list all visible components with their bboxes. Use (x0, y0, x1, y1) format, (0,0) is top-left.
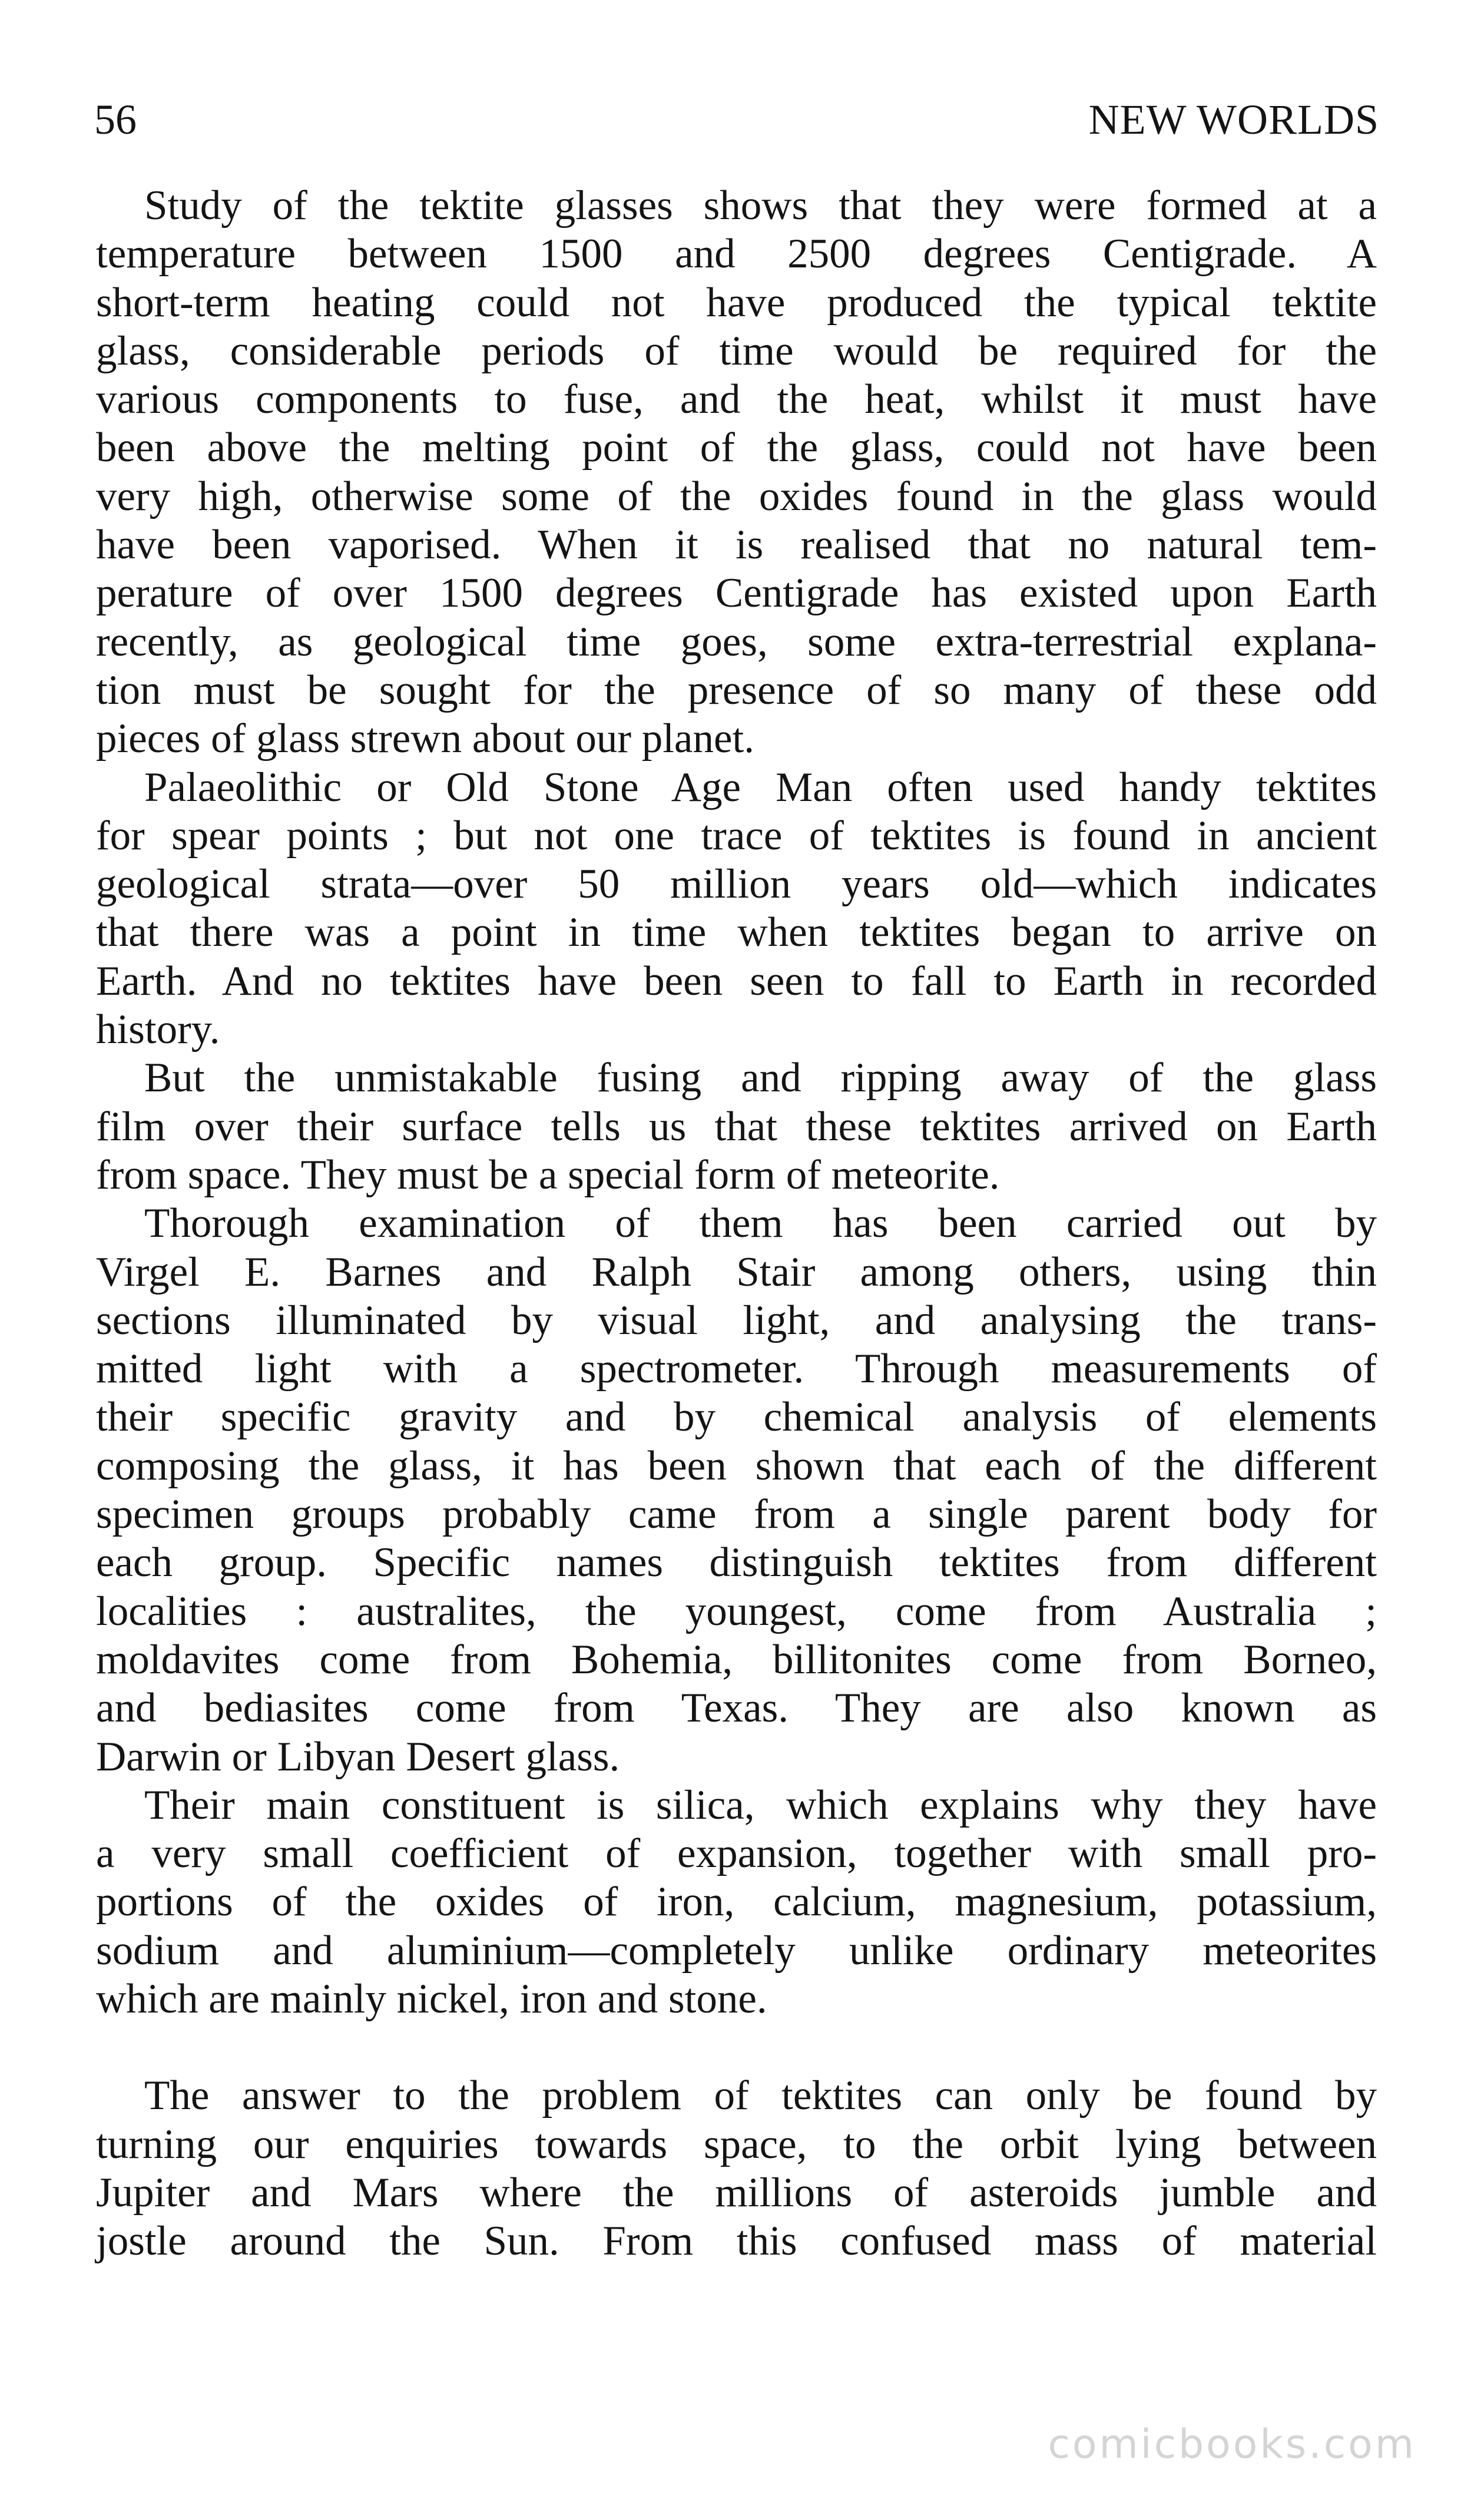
text-line: Thorough examination of them has been carried out by (144, 1200, 1377, 1247)
text-line: from space. They must be a special form of meteorite. (96, 1151, 1000, 1198)
text-line: have been vaporised. When it is realised that no natural tem- (96, 522, 1377, 568)
text-line: short-term heating could not have produced the typical tektite (96, 279, 1377, 326)
paragraph-stone-age (96, 763, 1377, 1054)
text-line: specimen groups probably came from a single parent body for (96, 1491, 1377, 1538)
text-line: very high, otherwise some of the oxides found in the glass would (96, 473, 1377, 519)
text-line: localities : australites, the youngest, come from Australia ; (96, 1588, 1377, 1634)
paragraph-answer (96, 2071, 1377, 2265)
text-line: for spear points ; but not one trace of tektites is found in ancient (96, 812, 1377, 859)
text-line: pieces of glass strewn about our planet. (96, 716, 754, 762)
text-line: tion must be sought for the presence of so many of these odd (96, 667, 1377, 713)
text-line: glass, considerable periods of time would be required for the (96, 327, 1377, 374)
text-line: various components to fuse, and the heat, whilst it must have (96, 376, 1377, 423)
text-line: portions of the oxides of iron, calcium, magnesium, potassium, (96, 1879, 1377, 1925)
text-line: been above the melting point of the glass, could not have been (96, 425, 1377, 471)
text-line: which are mainly nickel, iron and stone. (96, 1975, 767, 2022)
text-line: Palaeolithic or Old Stone Age Man often used handy tektites (144, 764, 1377, 810)
text-line: and bediasites come from Texas. They are also known as (96, 1685, 1377, 1732)
running-title: NEW WORLDS (1088, 96, 1379, 143)
text-line: sections illuminated by visual light, and analysing the trans- (96, 1297, 1377, 1343)
text-line: mitted light with a spectrometer. Through measurements of (96, 1346, 1377, 1392)
text-line: recently, as geological time goes, some extra-terrestrial explana- (96, 618, 1377, 665)
text-line: Their main constituent is silica, which explains why they have (144, 1782, 1377, 1828)
text-line: Jupiter and Mars where the millions of asteroids jumble and (96, 2169, 1377, 2216)
text-line: temperature between 1500 and 2500 degrees Centigrade. A (96, 231, 1377, 277)
paragraph-arrived-from-space (96, 1054, 1377, 1199)
text-line: Virgel E. Barnes and Ralph Stair among others, using thin (96, 1249, 1377, 1295)
text-line: Earth. And no tektites have been seen to fall to Earth in recorded (96, 958, 1377, 1004)
text-line: film over their surface tells us that these tektites arrived on Earth (96, 1103, 1377, 1150)
text-line: jostle around the Sun. From this confused mass of material (96, 2218, 1377, 2265)
text-line: moldavites come from Bohemia, billitonites come from Borneo, (96, 1636, 1377, 1683)
paragraph-examination (96, 1199, 1377, 1781)
text-line: sodium and aluminium—completely unlike ordinary meteorites (96, 1927, 1377, 1974)
text-line: their specific gravity and by chemical analysis of elements (96, 1394, 1377, 1441)
paragraph-tektite-formation (96, 181, 1377, 763)
section-break (96, 2023, 1377, 2071)
text-line: a very small coefficient of expansion, together with small pro- (96, 1831, 1377, 1877)
text-line: composing the glass, it has been shown that each of the different (96, 1442, 1377, 1489)
text-line: turning our enquiries towards space, to the orbit lying between (96, 2121, 1377, 2167)
body-text (96, 181, 1377, 2265)
watermark: comicbooks.com (1048, 2421, 1416, 2468)
text-line: Darwin or Libyan Desert glass. (96, 1733, 620, 1780)
text-line: that there was a point in time when tektites began to arrive on (96, 909, 1377, 956)
text-line: history. (96, 1007, 220, 1053)
text-line: geological strata—over 50 million years old—which indicates (96, 861, 1377, 908)
text-line: each group. Specific names distinguish tektites from different (96, 1540, 1377, 1586)
text-line: The answer to the problem of tektites can only be found by (144, 2073, 1377, 2119)
page-number: 56 (94, 96, 137, 143)
text-line: But the unmistakable fusing and ripping away of the glass (144, 1055, 1377, 1101)
paragraph-constituents (96, 1781, 1377, 2023)
running-head (94, 87, 1379, 152)
text-line: Study of the tektite glasses shows that they were formed at a (144, 183, 1377, 229)
text-line: perature of over 1500 degrees Centigrade has existed upon Earth (96, 570, 1377, 617)
